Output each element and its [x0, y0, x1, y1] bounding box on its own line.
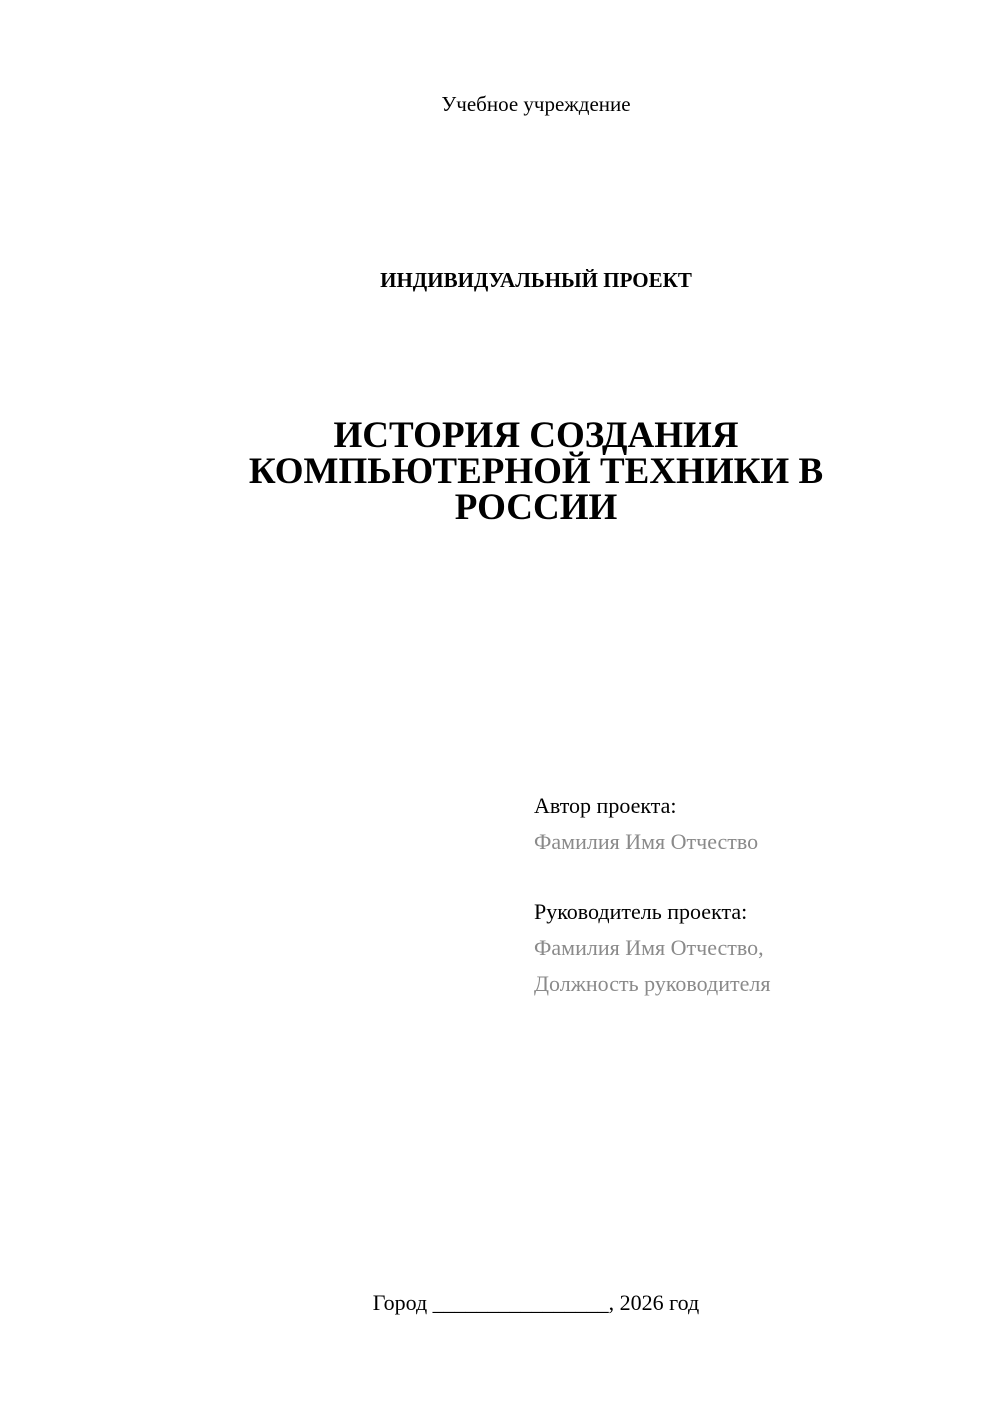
city-year-line: Город ________________, 2026 год — [372, 1290, 700, 1315]
spacer — [534, 860, 974, 894]
institution-name: Учебное учреждение — [441, 92, 631, 116]
supervisor-label: Руководитель проекта: — [534, 899, 748, 924]
author-label: Автор проекта: — [534, 793, 677, 818]
document-title — [230, 415, 842, 528]
authors-block — [534, 788, 974, 1002]
supervisor-name: Фамилия Имя Отчество, — [534, 935, 764, 960]
author-name: Фамилия Имя Отчество — [534, 829, 759, 854]
title-line: РОССИИ — [454, 487, 618, 528]
title-line: ИСТОРИЯ СОЗДАНИЯ — [333, 415, 739, 456]
project-type: ИНДИВИДУАЛЬНЫЙ ПРОЕКТ — [380, 268, 692, 292]
title-line: КОМПЬЮТЕРНОЙ ТЕХНИКИ В — [248, 451, 824, 492]
supervisor-position: Должность руководителя — [534, 971, 771, 996]
